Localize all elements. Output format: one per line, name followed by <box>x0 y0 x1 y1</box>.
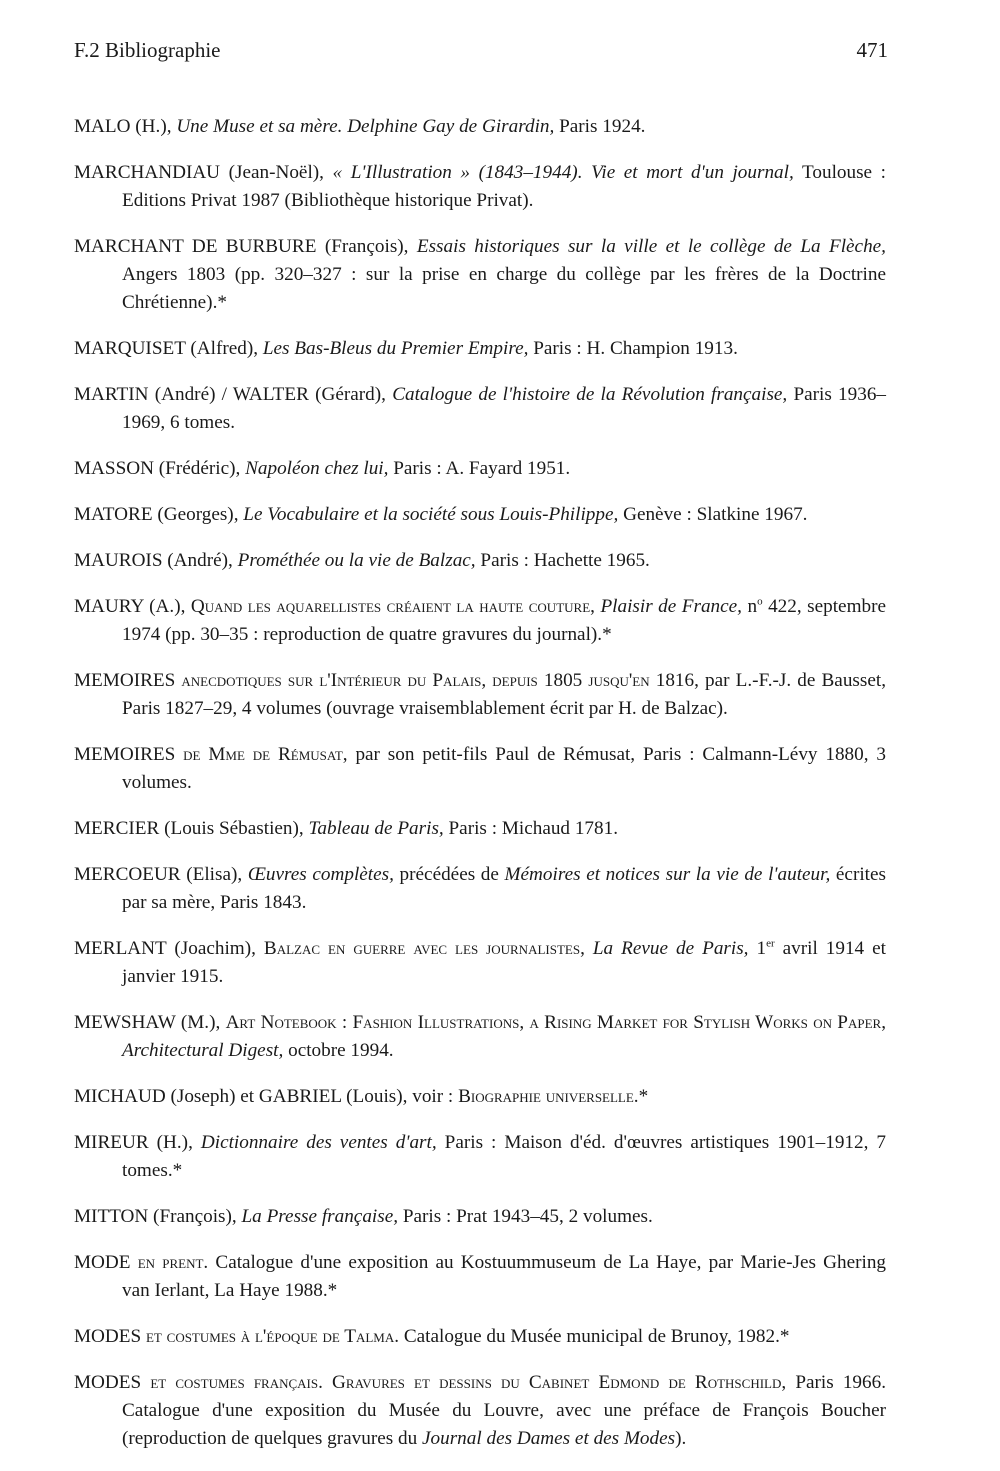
entry-text: par son petit-fils Paul de Rémusat, Paris : Calmann-Lévy 1880, 3 volumes. <box>122 744 887 793</box>
entry-text: précédées de <box>393 864 505 885</box>
entry-title-italic: Prométhée ou la vie de Balzac, <box>237 550 476 571</box>
bibliography-entry <box>74 547 886 575</box>
superscript: er <box>766 937 775 950</box>
entry-text: avril 1914 et janvier 1915. <box>122 938 886 987</box>
bibliography-entry <box>74 1369 886 1453</box>
entry-title-italic: Essais historiques sur la ville et le collège de La Flèche, <box>416 236 886 257</box>
entry-text: MIREUR (H.), <box>74 1132 201 1153</box>
entry-title-italic: Plaisir de France, <box>600 596 742 617</box>
entry-text: MASSON (Frédéric), <box>74 458 246 479</box>
bibliography-entry <box>74 667 886 723</box>
bibliography-entry <box>74 1249 886 1305</box>
bibliography-entry <box>74 381 886 437</box>
entry-text: MAUROIS (André), <box>74 550 238 571</box>
entry-text: Paris : Prat 1943–45, 2 volumes. <box>398 1206 653 1227</box>
bibliography-entry <box>74 113 886 141</box>
entry-text: MODES <box>74 1326 146 1347</box>
section-title: F.2 Bibliographie <box>74 38 221 62</box>
entry-title-smallcaps: en prent. <box>137 1252 209 1273</box>
entry-title-smallcaps: Quand les aquarellistes créaient la haute couture, <box>190 596 595 617</box>
entry-text: MARQUISET (Alfred), <box>74 338 263 359</box>
entry-text: * <box>638 1086 649 1107</box>
entry-text: ). <box>675 1428 687 1449</box>
entry-title-smallcaps: et costumes français. Gravures et dessins du Cabinet Edmond de Rothschild, <box>150 1372 787 1393</box>
entry-text: n <box>741 596 758 617</box>
entry-title-italic: Le Vocabulaire et la société sous Louis-Philippe, <box>243 504 619 525</box>
superscript: o <box>757 595 763 608</box>
entry-title-italic: Mémoires et notices sur la vie de l'auteur, <box>504 864 831 885</box>
entry-title-italic: La Revue de Paris, <box>592 938 749 959</box>
bibliography-entry <box>74 861 886 917</box>
entry-text: MITTON (François), <box>74 1206 242 1227</box>
bibliography-entry <box>74 935 886 991</box>
entry-text: MODES <box>74 1372 151 1393</box>
entry-title-italic: Les Bas-Bleus du Premier Empire, <box>262 338 529 359</box>
entry-text: Angers 1803 (pp. 320–327 : sur la prise en charge du collège par les frères de la Doctrine Chrétienne).* <box>122 264 886 313</box>
bibliography-list <box>74 113 886 1471</box>
entry-text: octobre 1994. <box>283 1040 394 1061</box>
entry-text: Paris 1966. Catalogue d'une exposition du Musée du Louvre, avec une préface de François Boucher (reproduction de quelques gravures du <box>122 1372 886 1449</box>
entry-text: Paris : Michaud 1781. <box>443 818 618 839</box>
entry-title-italic: Une Muse et sa mère. Delphine Gay de Girardin, <box>176 116 555 137</box>
bibliography-entry <box>74 1083 886 1111</box>
entry-title-smallcaps: de Mme de Rémusat, <box>183 744 348 765</box>
entry-text: par L.-F.-J. de Bausset, Paris 1827–29, 4 volumes (ouvrage vraisemblablement écrit par H. de Balzac). <box>122 670 886 719</box>
bibliography-entry <box>74 335 886 363</box>
bibliography-entry <box>74 1203 886 1231</box>
bibliography-entry <box>74 159 886 215</box>
bibliography-entry <box>74 233 886 317</box>
entry-text: MARCHANT DE BURBURE (François), <box>74 236 417 257</box>
entry-text: Paris : Hachette 1965. <box>475 550 650 571</box>
page-number: 471 <box>856 38 888 62</box>
entry-text: MERCIER (Louis Sébastien), <box>74 818 309 839</box>
entry-text: MARCHANDIAU (Jean-Noël), <box>74 162 333 183</box>
entry-text: MARTIN (André) / WALTER (Gérard), <box>74 384 393 405</box>
entry-title-smallcaps: Art Notebook : Fashion Illustrations, a Rising Market for Stylish Works on Paper, <box>225 1012 887 1033</box>
entry-text: Toulouse : Editions Privat 1987 (Bibliothèque historique Privat). <box>122 162 886 211</box>
entry-title-italic: La Presse française, <box>241 1206 399 1227</box>
entry-title-italic: Tableau de Paris, <box>308 818 444 839</box>
bibliography-entry <box>74 1323 886 1351</box>
entry-title-italic: « L'Illustration » (1843–1944). Vie et mort d'un journal, <box>332 162 794 183</box>
entry-title-smallcaps: et costumes à l'époque de Talma. <box>145 1326 400 1347</box>
entry-text: Paris : A. Fayard 1951. <box>388 458 571 479</box>
entry-title-smallcaps: Balzac en guerre avec les journalistes, <box>263 938 585 959</box>
entry-title-italic: Architectural Digest, <box>122 1040 284 1061</box>
entry-title-italic: Napoléon chez lui, <box>245 458 389 479</box>
bibliography-entry <box>74 501 886 529</box>
entry-text: Paris 1924. <box>554 116 646 137</box>
bibliography-entry <box>74 1129 886 1185</box>
entry-text: Paris : Maison d'éd. d'œuvres artistiques 1901–1912, 7 tomes.* <box>122 1132 887 1181</box>
bibliography-entry <box>74 455 886 483</box>
entry-text: MEMOIRES <box>74 670 182 691</box>
entry-text: Catalogue du Musée municipal de Brunoy, 1982.* <box>399 1326 790 1347</box>
entry-text: MODE <box>74 1252 138 1273</box>
entry-text: Paris 1936–1969, 6 tomes. <box>122 384 887 433</box>
entry-title-italic: Catalogue de l'histoire de la Révolution française, <box>392 384 788 405</box>
bibliography-entry <box>74 1009 886 1065</box>
entry-text: MALO (H.), <box>74 116 177 137</box>
bibliography-entry <box>74 815 886 843</box>
entry-text: Catalogue d'une exposition au Kostuummuseum de La Haye, par Marie-Jes Ghering van Ierlant, La Haye 1988.* <box>122 1252 887 1301</box>
entry-text: MERLANT (Joachim), <box>74 938 264 959</box>
entry-text: MEMOIRES <box>74 744 184 765</box>
entry-text: MERCOEUR (Elisa), <box>74 864 248 885</box>
entry-title-italic: Dictionnaire des ventes d'art, <box>200 1132 437 1153</box>
entry-text: MEWSHAW (M.), <box>74 1012 226 1033</box>
entry-text: Genève : Slatkine 1967. <box>618 504 808 525</box>
bibliography-entry <box>74 741 886 797</box>
entry-title-italic: Œuvres complètes, <box>247 864 394 885</box>
bibliography-entry <box>74 593 886 649</box>
entry-title-smallcaps: anecdotiques sur l'Intérieur du Palais, depuis 1805 jusqu'en 1816, <box>181 670 699 691</box>
entry-text: MATORE (Georges), <box>74 504 244 525</box>
entry-text: Paris : H. Champion 1913. <box>528 338 738 359</box>
entry-text: MAURY (A.), <box>74 596 191 617</box>
entry-text: écrites par sa mère, Paris 1843. <box>122 864 886 913</box>
entry-text: 1 <box>748 938 767 959</box>
entry-title-smallcaps: Biographie universelle. <box>458 1086 639 1107</box>
running-head <box>74 38 888 63</box>
entry-text <box>585 938 593 959</box>
entry-text: 422, septembre 1974 (pp. 30–35 : reproduction de quatre gravures du journal).* <box>122 596 886 645</box>
entry-title-italic: Journal des Dames et des Modes <box>421 1428 676 1449</box>
entry-text: MICHAUD (Joseph) et GABRIEL (Louis), voir : <box>74 1086 459 1107</box>
